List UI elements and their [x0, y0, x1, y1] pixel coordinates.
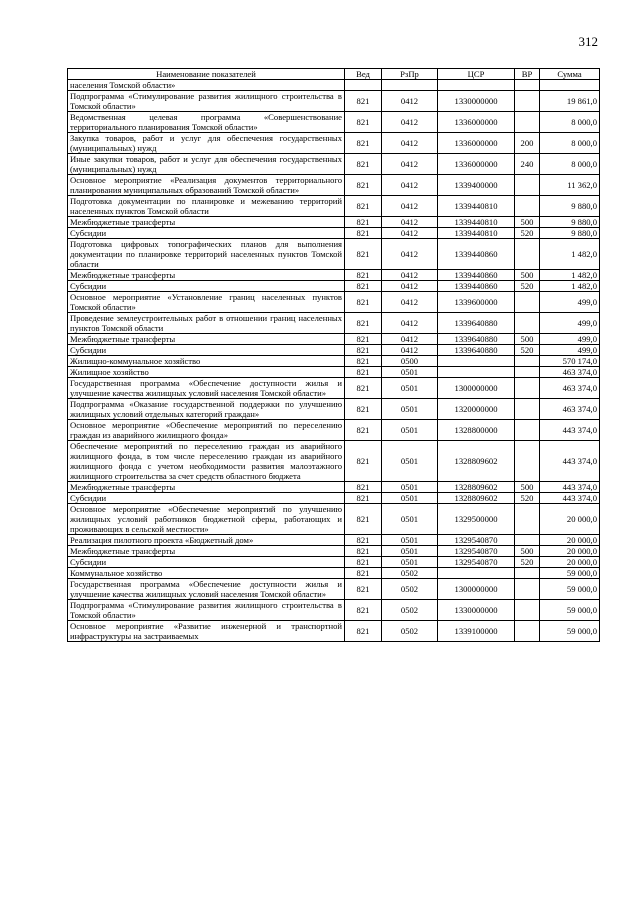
cell-csr: 1339640880	[438, 334, 515, 345]
cell-sum: 499,0	[540, 345, 600, 356]
cell-sum: 443 374,0	[540, 420, 600, 441]
cell-vr: 520	[515, 493, 540, 504]
cell-csr: 1339100000	[438, 621, 515, 642]
header-name: Наименование показателей	[68, 69, 345, 80]
cell-csr: 1336000000	[438, 112, 515, 133]
cell-vr	[515, 579, 540, 600]
table-row	[68, 441, 600, 482]
cell-ved: 821	[345, 557, 382, 568]
cell-rzpr: 0412	[382, 175, 438, 196]
cell-name: Подпрограмма «Стимулирование развития жилищного строительства в Томской области»	[68, 600, 345, 621]
cell-vr: 240	[515, 154, 540, 175]
cell-sum: 1 482,0	[540, 281, 600, 292]
cell-vr: 500	[515, 217, 540, 228]
table-row	[68, 270, 600, 281]
cell-csr: 1339600000	[438, 292, 515, 313]
cell-name: Подпрограмма «Стимулирование развития жилищного строительства в Томской области»	[68, 91, 345, 112]
cell-sum: 59 000,0	[540, 600, 600, 621]
cell-name: Основное мероприятие «Реализация документов территориального планирования муниципальных образований Томской области»	[68, 175, 345, 196]
cell-vr	[515, 568, 540, 579]
table-row	[68, 546, 600, 557]
cell-name: Проведение землеустроительных работ в отношении границ населенных пунктов Томской области	[68, 313, 345, 334]
table-row	[68, 568, 600, 579]
cell-ved: 821	[345, 313, 382, 334]
cell-ved: 821	[345, 600, 382, 621]
table-row	[68, 281, 600, 292]
cell-name: Субсидии	[68, 557, 345, 568]
cell-rzpr: 0500	[382, 356, 438, 367]
cell-csr: 1339440860	[438, 239, 515, 270]
cell-csr: 1336000000	[438, 154, 515, 175]
cell-csr: 1328809602	[438, 441, 515, 482]
cell-csr: 1329540870	[438, 535, 515, 546]
cell-rzpr: 0412	[382, 154, 438, 175]
cell-rzpr: 0412	[382, 112, 438, 133]
cell-name: Основное мероприятие «Обеспечение мероприятий по переселению граждан из аварийного жилищного фонда»	[68, 420, 345, 441]
cell-vr: 200	[515, 133, 540, 154]
table-row	[68, 579, 600, 600]
table-row	[68, 367, 600, 378]
cell-sum	[540, 80, 600, 91]
cell-csr: 1339440860	[438, 270, 515, 281]
cell-csr: 1300000000	[438, 579, 515, 600]
header-vr: ВР	[515, 69, 540, 80]
cell-vr: 500	[515, 334, 540, 345]
cell-rzpr: 0412	[382, 217, 438, 228]
cell-sum: 8 000,0	[540, 154, 600, 175]
table-row	[68, 420, 600, 441]
cell-vr	[515, 239, 540, 270]
cell-csr: 1300000000	[438, 378, 515, 399]
cell-rzpr: 0412	[382, 91, 438, 112]
cell-csr: 1339440810	[438, 217, 515, 228]
cell-ved: 821	[345, 535, 382, 546]
cell-rzpr: 0501	[382, 546, 438, 557]
cell-rzpr: 0412	[382, 281, 438, 292]
cell-sum: 443 374,0	[540, 493, 600, 504]
cell-csr: 1330000000	[438, 600, 515, 621]
cell-ved: 821	[345, 399, 382, 420]
table-row	[68, 112, 600, 133]
cell-vr	[515, 441, 540, 482]
cell-rzpr: 0501	[382, 420, 438, 441]
cell-name: Подготовка цифровых топографических планов для выполнения документации по планировке территорий населенных пунктов Томской области	[68, 239, 345, 270]
table-row	[68, 91, 600, 112]
cell-name: Подпрограмма «Оказание государственной поддержки по улучшению жилищных условий отдельных категорий граждан»	[68, 399, 345, 420]
cell-sum: 9 880,0	[540, 196, 600, 217]
cell-name: Межбюджетные трансферты	[68, 334, 345, 345]
cell-name: Государственная программа «Обеспечение доступности жилья и улучшение качества жилищных условий населения Томской области»	[68, 378, 345, 399]
cell-ved: 821	[345, 378, 382, 399]
cell-vr	[515, 535, 540, 546]
cell-name: Жилищно-коммунальное хозяйство	[68, 356, 345, 367]
cell-ved: 821	[345, 345, 382, 356]
cell-csr: 1320000000	[438, 399, 515, 420]
cell-ved: 821	[345, 196, 382, 217]
cell-sum: 20 000,0	[540, 546, 600, 557]
table-row	[68, 239, 600, 270]
cell-ved: 821	[345, 334, 382, 345]
cell-name: Межбюджетные трансферты	[68, 546, 345, 557]
cell-name: Субсидии	[68, 228, 345, 239]
cell-vr	[515, 504, 540, 535]
cell-sum: 499,0	[540, 313, 600, 334]
cell-vr	[515, 367, 540, 378]
budget-table	[67, 68, 600, 642]
cell-vr: 520	[515, 281, 540, 292]
cell-csr: 1336000000	[438, 133, 515, 154]
cell-sum: 9 880,0	[540, 228, 600, 239]
cell-ved: 821	[345, 579, 382, 600]
cell-sum: 570 174,0	[540, 356, 600, 367]
cell-vr: 520	[515, 228, 540, 239]
cell-vr: 520	[515, 557, 540, 568]
cell-name: Основное мероприятие «Установление границ населенных пунктов Томской области»	[68, 292, 345, 313]
cell-sum: 19 861,0	[540, 91, 600, 112]
cell-vr	[515, 378, 540, 399]
cell-rzpr: 0502	[382, 621, 438, 642]
cell-rzpr: 0501	[382, 482, 438, 493]
table-row	[68, 557, 600, 568]
cell-name: Межбюджетные трансферты	[68, 482, 345, 493]
cell-ved: 821	[345, 239, 382, 270]
cell-sum: 20 000,0	[540, 557, 600, 568]
table-row	[68, 334, 600, 345]
cell-sum: 499,0	[540, 292, 600, 313]
cell-vr	[515, 91, 540, 112]
cell-vr	[515, 292, 540, 313]
cell-name: Субсидии	[68, 493, 345, 504]
table-row	[68, 196, 600, 217]
cell-csr: 1328809602	[438, 493, 515, 504]
cell-ved: 821	[345, 292, 382, 313]
header-ved: Вед	[345, 69, 382, 80]
cell-ved: 821	[345, 154, 382, 175]
cell-vr	[515, 112, 540, 133]
cell-name: Межбюджетные трансферты	[68, 270, 345, 281]
cell-sum: 8 000,0	[540, 112, 600, 133]
cell-rzpr: 0501	[382, 399, 438, 420]
cell-name: Обеспечение мероприятий по переселению граждан из аварийного жилищного фонда, в том числе переселению граждан из аварийного жилищного фонда с учетом необходимости развития малоэтажного жилищного строительства за счет средств областного бюджета	[68, 441, 345, 482]
cell-name: Субсидии	[68, 345, 345, 356]
cell-name: Ведомственная целевая программа «Совершенствование территориального планирования Томской области»	[68, 112, 345, 133]
cell-csr: 1339640880	[438, 313, 515, 334]
table-row	[68, 313, 600, 334]
cell-ved: 821	[345, 175, 382, 196]
cell-rzpr: 0412	[382, 228, 438, 239]
table-row	[68, 80, 600, 91]
cell-rzpr: 0412	[382, 270, 438, 281]
table-row	[68, 345, 600, 356]
cell-name: Основное мероприятие «Развитие инженерной и транспортной инфраструктуры на застраиваемых	[68, 621, 345, 642]
cell-rzpr: 0502	[382, 579, 438, 600]
cell-name: населения Томской области»	[68, 80, 345, 91]
cell-rzpr: 0502	[382, 568, 438, 579]
cell-rzpr: 0412	[382, 292, 438, 313]
cell-csr: 1339440860	[438, 281, 515, 292]
cell-ved: 821	[345, 270, 382, 281]
cell-csr	[438, 367, 515, 378]
cell-vr	[515, 356, 540, 367]
header-rzpr: РзПр	[382, 69, 438, 80]
cell-csr: 1329540870	[438, 546, 515, 557]
cell-sum: 59 000,0	[540, 579, 600, 600]
cell-name: Жилищное хозяйство	[68, 367, 345, 378]
cell-sum: 443 374,0	[540, 482, 600, 493]
cell-ved: 821	[345, 420, 382, 441]
cell-rzpr	[382, 80, 438, 91]
cell-csr	[438, 568, 515, 579]
cell-vr	[515, 600, 540, 621]
cell-sum: 463 374,0	[540, 367, 600, 378]
cell-ved: 821	[345, 91, 382, 112]
cell-sum: 463 374,0	[540, 399, 600, 420]
cell-sum: 59 000,0	[540, 621, 600, 642]
table-row	[68, 504, 600, 535]
cell-rzpr: 0412	[382, 239, 438, 270]
table-row	[68, 154, 600, 175]
header-sum: Сумма	[540, 69, 600, 80]
cell-rzpr: 0412	[382, 313, 438, 334]
cell-sum: 1 482,0	[540, 239, 600, 270]
table-row	[68, 535, 600, 546]
cell-ved: 821	[345, 482, 382, 493]
cell-rzpr: 0501	[382, 535, 438, 546]
cell-csr: 1339440810	[438, 196, 515, 217]
cell-ved: 821	[345, 281, 382, 292]
cell-csr: 1329540870	[438, 557, 515, 568]
cell-vr: 500	[515, 546, 540, 557]
table-row	[68, 175, 600, 196]
cell-rzpr: 0502	[382, 600, 438, 621]
table-row	[68, 493, 600, 504]
cell-name: Закупка товаров, работ и услуг для обеспечения государственных (муниципальных) нужд	[68, 133, 345, 154]
cell-csr: 1329500000	[438, 504, 515, 535]
cell-ved: 821	[345, 228, 382, 239]
cell-vr	[515, 420, 540, 441]
cell-csr	[438, 356, 515, 367]
cell-name: Основное мероприятие «Обеспечение мероприятий по улучшению жилищных условий работников бюджетной сферы, работающих и проживающих в сельской местности»	[68, 504, 345, 535]
cell-ved	[345, 80, 382, 91]
cell-rzpr: 0412	[382, 133, 438, 154]
cell-sum: 1 482,0	[540, 270, 600, 281]
cell-sum: 20 000,0	[540, 504, 600, 535]
cell-vr: 500	[515, 482, 540, 493]
table-row	[68, 356, 600, 367]
table-row	[68, 133, 600, 154]
page-number: 312	[578, 34, 598, 49]
cell-rzpr: 0501	[382, 557, 438, 568]
cell-name: Межбюджетные трансферты	[68, 217, 345, 228]
cell-ved: 821	[345, 367, 382, 378]
table-row	[68, 482, 600, 493]
cell-vr	[515, 399, 540, 420]
cell-vr: 500	[515, 270, 540, 281]
cell-ved: 821	[345, 133, 382, 154]
cell-rzpr: 0412	[382, 345, 438, 356]
cell-csr	[438, 80, 515, 91]
cell-name: Реализация пилотного проекта «Бюджетный дом»	[68, 535, 345, 546]
cell-rzpr: 0412	[382, 334, 438, 345]
cell-csr: 1339440810	[438, 228, 515, 239]
cell-ved: 821	[345, 112, 382, 133]
cell-rzpr: 0501	[382, 378, 438, 399]
cell-csr: 1339640880	[438, 345, 515, 356]
cell-vr	[515, 80, 540, 91]
cell-sum: 20 000,0	[540, 535, 600, 546]
cell-rzpr: 0501	[382, 493, 438, 504]
cell-name: Государственная программа «Обеспечение доступности жилья и улучшение качества жилищных условий населения Томской области»	[68, 579, 345, 600]
cell-name: Подготовка документации по планировке и межеванию территорий населенных пунктов Томской области	[68, 196, 345, 217]
cell-vr	[515, 175, 540, 196]
cell-ved: 821	[345, 356, 382, 367]
cell-ved: 821	[345, 621, 382, 642]
cell-vr	[515, 621, 540, 642]
cell-sum: 443 374,0	[540, 441, 600, 482]
cell-sum: 11 362,0	[540, 175, 600, 196]
cell-vr	[515, 313, 540, 334]
cell-ved: 821	[345, 217, 382, 228]
cell-rzpr: 0501	[382, 367, 438, 378]
cell-vr	[515, 196, 540, 217]
cell-sum: 499,0	[540, 334, 600, 345]
cell-ved: 821	[345, 504, 382, 535]
table-row	[68, 399, 600, 420]
cell-sum: 59 000,0	[540, 568, 600, 579]
cell-ved: 821	[345, 441, 382, 482]
table-row	[68, 621, 600, 642]
cell-rzpr: 0412	[382, 196, 438, 217]
cell-ved: 821	[345, 546, 382, 557]
table-row	[68, 600, 600, 621]
cell-ved: 821	[345, 493, 382, 504]
cell-rzpr: 0501	[382, 441, 438, 482]
table-row	[68, 217, 600, 228]
cell-csr: 1339400000	[438, 175, 515, 196]
cell-sum: 463 374,0	[540, 378, 600, 399]
cell-ved: 821	[345, 568, 382, 579]
table-row	[68, 378, 600, 399]
cell-vr: 520	[515, 345, 540, 356]
table-body	[68, 80, 600, 642]
cell-rzpr: 0501	[382, 504, 438, 535]
cell-name: Коммунальное хозяйство	[68, 568, 345, 579]
cell-csr: 1328809602	[438, 482, 515, 493]
cell-sum: 8 000,0	[540, 133, 600, 154]
table-header-row	[68, 69, 600, 80]
cell-name: Субсидии	[68, 281, 345, 292]
table-row	[68, 228, 600, 239]
cell-csr: 1330000000	[438, 91, 515, 112]
cell-name: Иные закупки товаров, работ и услуг для обеспечения государственных (муниципальных) нужд	[68, 154, 345, 175]
cell-csr: 1328800000	[438, 420, 515, 441]
table-row	[68, 292, 600, 313]
cell-sum: 9 880,0	[540, 217, 600, 228]
header-csr: ЦСР	[438, 69, 515, 80]
